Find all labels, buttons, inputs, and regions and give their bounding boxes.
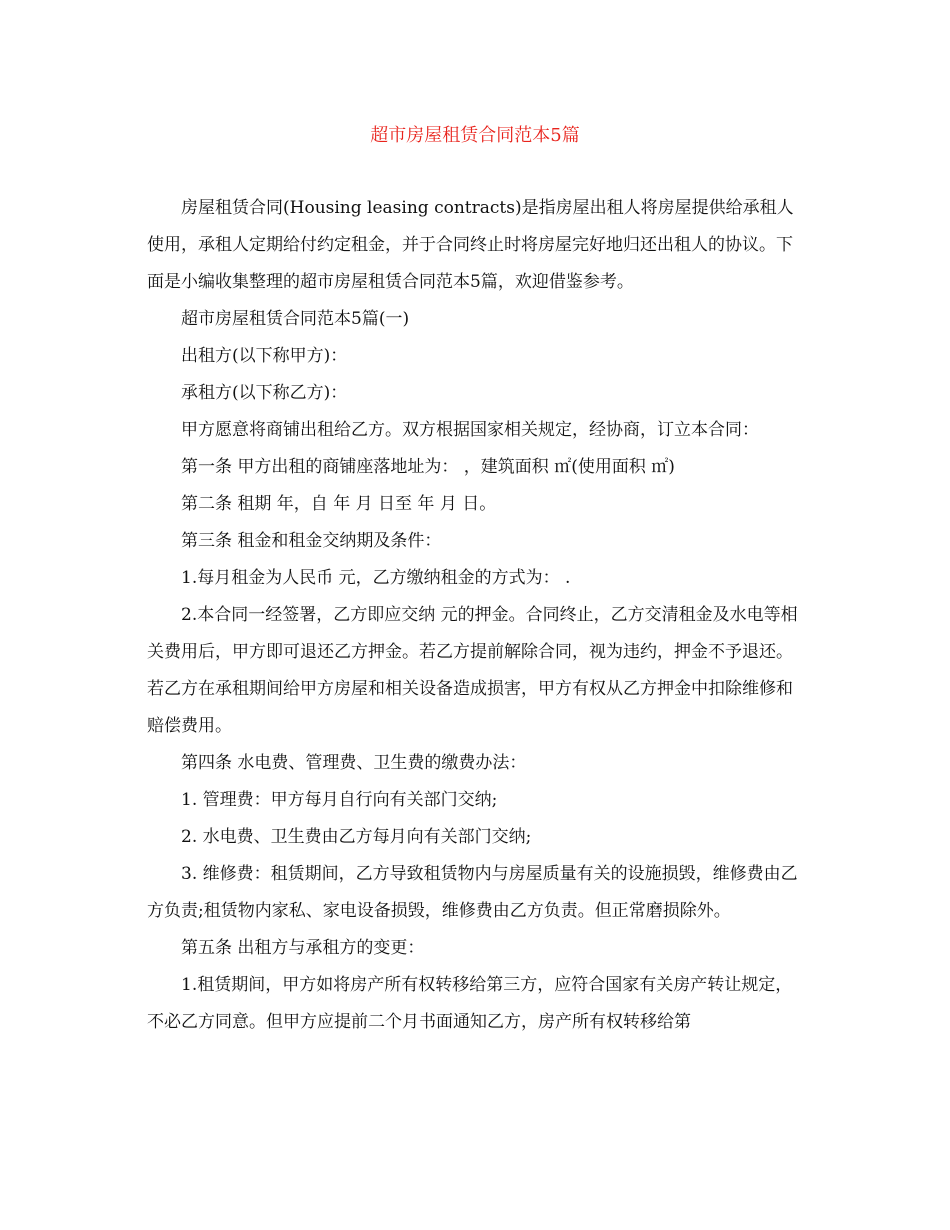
- article-5-item-1: 1.租赁期间，甲方如将房产所有权转移给第三方，应符合国家有关房产转让规定，不必乙方同意。但甲方应提前二个月书面通知乙方，房产所有权转移给第: [147, 975, 793, 1032]
- article-1: 第一条 甲方出租的商铺座落地址为： ，建筑面积 ㎡(使用面积 ㎡): [181, 457, 675, 477]
- section-heading: 超市房屋租赁合同范本5篇(一): [181, 309, 410, 329]
- document-title: 超市房屋租赁合同范本5篇: [370, 125, 580, 146]
- document-body: [147, 190, 807, 1041]
- article-4-item-2: 2. 水电费、卫生费由乙方每月向有关部门交纳;: [181, 827, 532, 847]
- article-2: 第二条 租期 年，自 年 月 日至 年 月 日。: [181, 494, 497, 514]
- lessee-line: 承租方(以下称乙方)：: [181, 383, 348, 403]
- article-4-item-3: 3. 维修费：租赁期间，乙方导致租赁物内与房屋质量有关的设施损毁，维修费由乙方负责;租赁物内家私、家电设备损毁，维修费由乙方负责。但正常磨损除外。: [147, 864, 798, 921]
- lessor-line: 出租方(以下称甲方)：: [181, 346, 348, 366]
- article-3-heading: 第三条 租金和租金交纳期及条件：: [181, 531, 442, 551]
- agreement-paragraph: 甲方愿意将商铺出租给乙方。双方根据国家相关规定，经协商，订立本合同：: [181, 420, 759, 440]
- intro-paragraph: 房屋租赁合同(Housing leasing contracts)是指房屋出租人将房屋提供给承租人使用，承租人定期给付约定租金，并于合同终止时将房屋完好地归还出租人的协议。下面是小编收集整理的超市房屋租赁合同范本5篇，欢迎借鉴参考。: [147, 198, 794, 292]
- article-4-heading: 第四条 水电费、管理费、卫生费的缴费办法：: [181, 753, 527, 773]
- article-5-heading: 第五条 出租方与承租方的变更：: [181, 938, 425, 958]
- article-4-item-1: 1. 管理费：甲方每月自行向有关部门交纳;: [181, 790, 498, 810]
- article-3-item-1: 1.每月租金为人民币 元，乙方缴纳租金的方式为： .: [181, 568, 571, 588]
- article-3-item-2: 2.本合同一经签署，乙方即应交纳 元的押金。合同终止，乙方交清租金及水电等相关费用后，甲方即可退还乙方押金。若乙方提前解除合同，视为违约，押金不予退还。若乙方在承租期间给甲方房屋和相关设备造成损害，甲方有权从乙方押金中扣除维修和赔偿费用。: [147, 605, 798, 736]
